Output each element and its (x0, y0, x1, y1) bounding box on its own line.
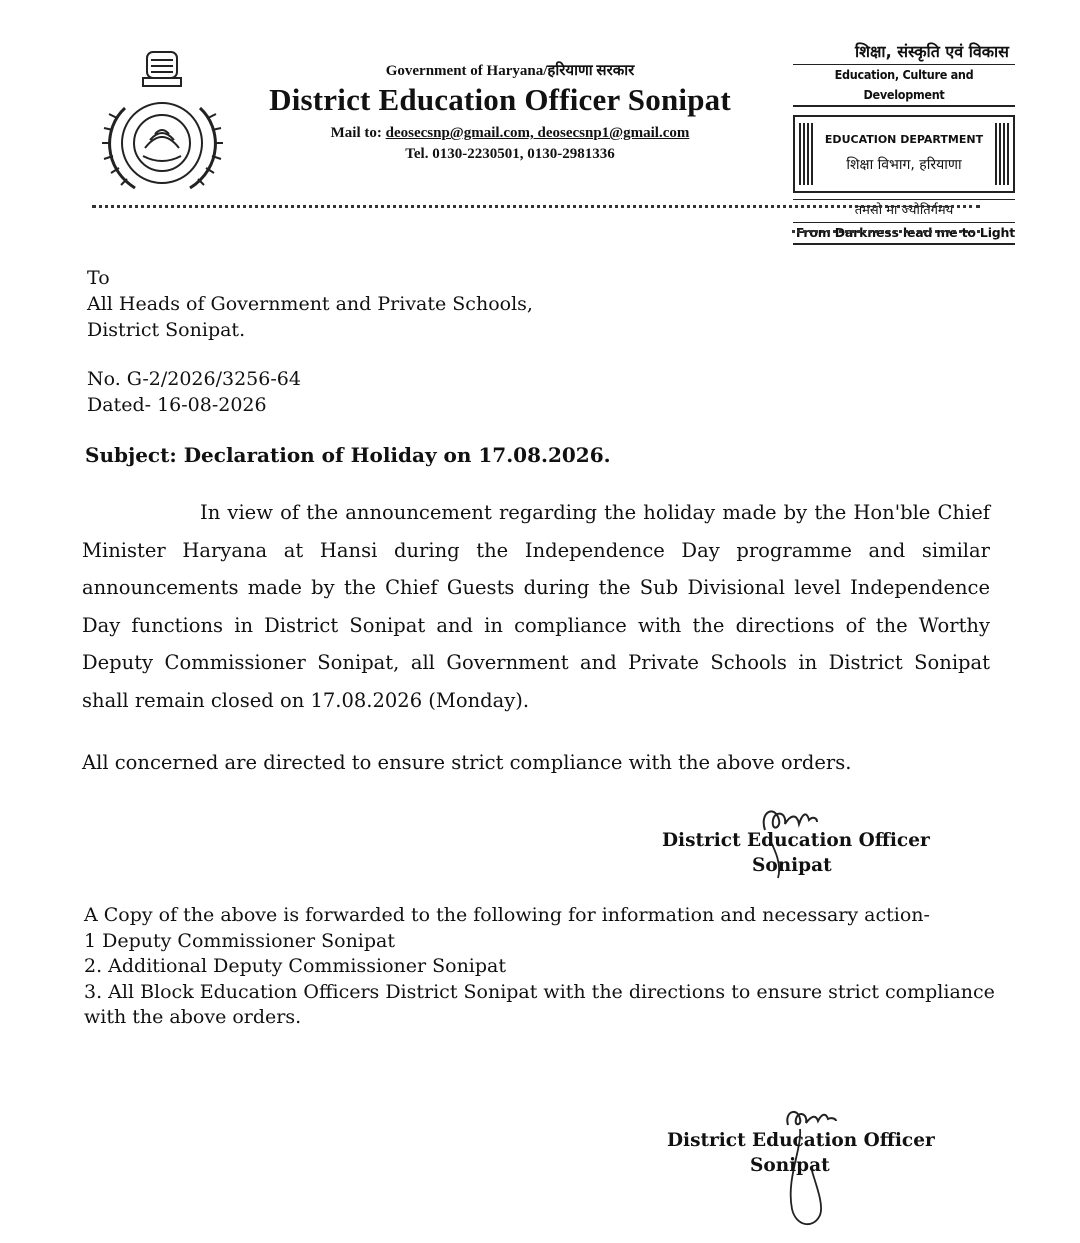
recipient-block (87, 265, 533, 343)
copy-item-1: 1 Deputy Commissioner Sonipat (84, 929, 396, 952)
stripes-left-icon (799, 123, 813, 185)
copy-forward-block (84, 903, 1004, 1031)
mail-prefix: Mail to: (330, 125, 386, 141)
mail-addresses: deosecsnp@gmail.com, deosecsnp1@gmail.com (385, 125, 690, 141)
copy-intro: A Copy of the above is forwarded to the following for information and necessary action- (84, 904, 930, 926)
government-line: Government of Haryana/हरियाणा सरकार (385, 63, 635, 79)
copy-item-3: 3. All Block Education Officers District Sonipat with the directions to ensure strict compliance with the above orders. (84, 980, 995, 1028)
badge-hindi-title: शिक्षा, संस्कृति एवं विकास (793, 40, 1015, 65)
motto-english: From Darkness lead me to Light (793, 223, 1015, 245)
department-logo-box (793, 115, 1015, 193)
dotted-divider (92, 205, 980, 208)
recipient-line-2: District Sonipat. (87, 319, 246, 341)
signature-1-place: Sonipat (752, 855, 832, 876)
directive-line: All concerned are directed to ensure strict compliance with the above orders. (82, 751, 852, 774)
department-english: EDUCATION DEPARTMENT (824, 133, 984, 146)
signature-2-place: Sonipat (750, 1155, 830, 1176)
reference-date: Dated- 16-08-2026 (87, 394, 267, 416)
signature-1-title: District Education Officer (662, 830, 930, 851)
stripes-right-icon (995, 123, 1009, 185)
badge-english-title: Education, Culture and Development (793, 65, 1015, 107)
reference-number: No. G-2/2026/3256-64 (87, 368, 301, 390)
telephone-line: Tel. 0130-2230501, 0130-2981336 (405, 146, 615, 162)
dotted-divider-short (792, 230, 980, 233)
motto-hindi: तमसो मा ज्योतिर्गमय (793, 199, 1015, 223)
reference-block (87, 366, 301, 418)
subject-line: Subject: Declaration of Holiday on 17.08.2026. (85, 443, 611, 467)
recipient-to: To (87, 267, 110, 289)
body-paragraph: In view of the announcement regarding the holiday made by the Hon'ble Chief Minister Haryana at Hansi during the Independence Day programme and similar announcements made by the Chief Guests during the Sub Divisional level Independence Day functions in District Sonipat and in compliance with the directions of the Worthy Deputy Commissioner Sonipat, all Government and Private Schools in District Sonipat shall remain closed on 17.08.2026 (Monday). (82, 501, 990, 712)
department-hindi: शिक्षा विभाग, हरियाणा (846, 157, 962, 173)
signature-2-title: District Education Officer (667, 1130, 935, 1151)
department-badge (793, 40, 1015, 245)
office-title: District Education Officer Sonipat (269, 82, 731, 117)
recipient-line-1: All Heads of Government and Private Schools, (87, 293, 533, 315)
copy-item-2: 2. Additional Deputy Commissioner Sonipat (84, 955, 507, 977)
mail-line (230, 125, 790, 142)
haryana-emblem-icon (95, 48, 230, 198)
